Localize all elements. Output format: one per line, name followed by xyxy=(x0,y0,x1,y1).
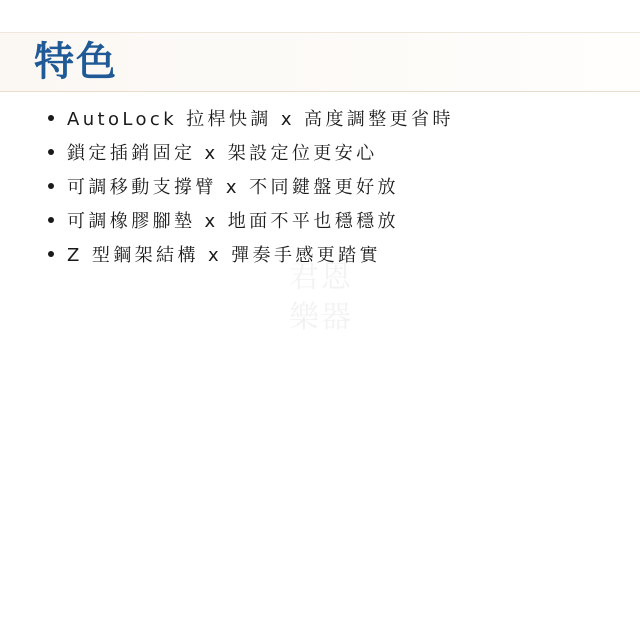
bullet-icon xyxy=(48,217,54,223)
bullet-icon xyxy=(48,115,54,121)
bullet-icon xyxy=(48,251,54,257)
bullet-icon xyxy=(48,149,54,155)
bullet-icon xyxy=(48,183,54,189)
list-item xyxy=(48,135,454,169)
feature-text: 可調橡膠腳墊 x 地面不平也穩穩放 xyxy=(67,211,399,232)
feature-list xyxy=(48,101,454,271)
list-item xyxy=(48,203,454,237)
feature-text: 可調移動支撐臂 x 不同鍵盤更好放 xyxy=(67,177,399,198)
watermark-line: 君恩 xyxy=(289,260,353,295)
list-item xyxy=(48,101,454,135)
list-item xyxy=(48,237,454,271)
watermark-line: 樂器 xyxy=(289,300,353,335)
list-item xyxy=(48,169,454,203)
page-title: 特色 xyxy=(34,39,118,85)
feature-text: Z 型鋼架結構 x 彈奏手感更踏實 xyxy=(67,245,381,266)
watermark xyxy=(286,258,356,338)
feature-text: AutoLock 拉桿快調 x 高度調整更省時 xyxy=(67,109,454,130)
feature-text: 鎖定插銷固定 x 架設定位更安心 xyxy=(67,143,378,164)
